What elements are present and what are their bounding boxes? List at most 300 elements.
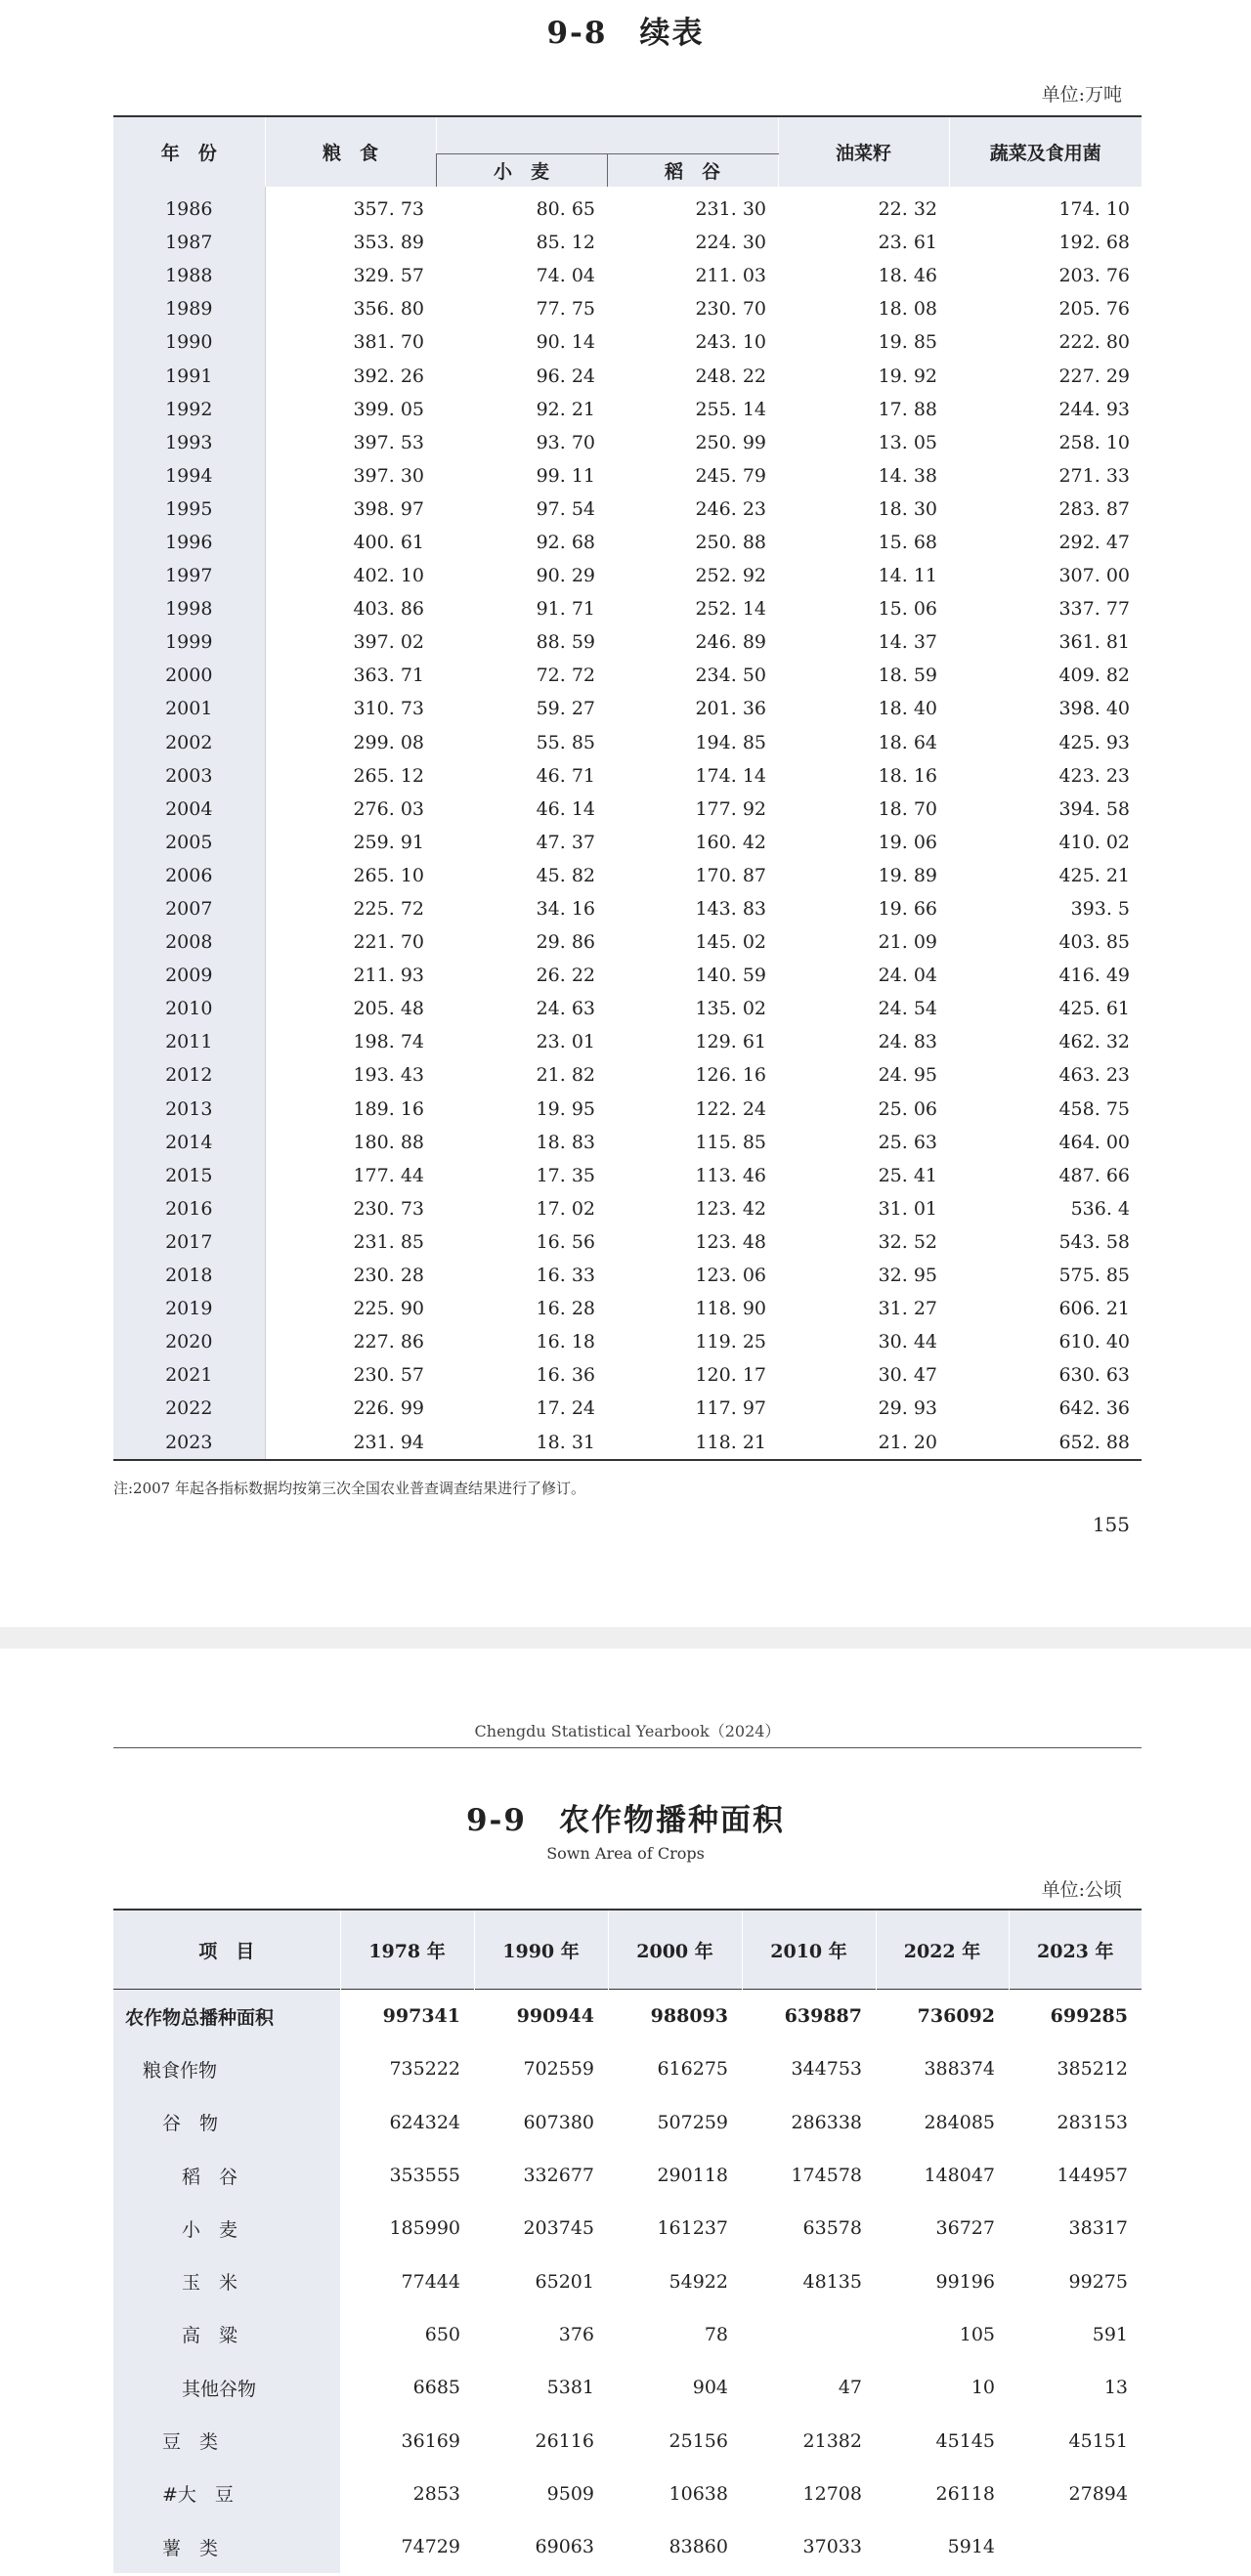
rapeseed-cell: 19. 85 — [878, 331, 937, 354]
grain-cell: 403. 86 — [265, 592, 436, 625]
rapeseed-cell: 23. 61 — [878, 232, 937, 254]
header-year-col: 1978 年 — [340, 1910, 474, 1990]
value-cell: 26118 — [935, 2482, 995, 2505]
table-row — [113, 992, 1142, 1025]
grain-cell: 397. 02 — [265, 625, 436, 659]
rapeseed-cell: 19. 06 — [878, 831, 937, 853]
rapeseed-cell: 19. 92 — [878, 365, 937, 387]
item-label: 谷 物 — [113, 2096, 340, 2149]
vegetables-cell: 292. 47 — [1058, 531, 1130, 553]
year-cell: 2019 — [113, 1292, 265, 1325]
grain-cell: 230. 28 — [265, 1259, 436, 1292]
value-cell: 6685 — [412, 2377, 460, 2399]
table-row — [113, 559, 1142, 592]
rice-cell: 255. 14 — [695, 398, 766, 420]
year-cell: 2001 — [113, 692, 265, 725]
rapeseed-cell: 25. 41 — [878, 1164, 937, 1186]
value-cell: 47 — [838, 2377, 862, 2399]
wheat-cell: 19. 95 — [536, 1097, 595, 1120]
table-row — [113, 2361, 1142, 2414]
value-cell: 507259 — [657, 2111, 728, 2133]
grain-cell: 363. 71 — [265, 659, 436, 692]
value-cell: 13 — [1103, 2377, 1128, 2399]
header-grain: 粮 食 — [265, 116, 436, 187]
table-row — [113, 1058, 1142, 1092]
rice-cell: 123. 42 — [695, 1197, 766, 1220]
rapeseed-cell: 24. 95 — [878, 1064, 937, 1087]
rice-cell: 211. 03 — [695, 265, 766, 287]
item-label: 豆 类 — [113, 2414, 340, 2467]
year-cell: 1989 — [113, 292, 265, 325]
value-cell: 77444 — [401, 2270, 460, 2293]
rapeseed-cell: 18. 64 — [878, 731, 937, 753]
rice-cell: 126. 16 — [695, 1064, 766, 1087]
rapeseed-cell: 13. 05 — [878, 431, 937, 453]
rapeseed-cell: 14. 11 — [878, 565, 937, 587]
wheat-cell: 91. 71 — [536, 598, 595, 621]
table-row — [113, 493, 1142, 526]
table-row — [113, 1990, 1142, 2043]
table-row — [113, 2149, 1142, 2202]
table-row — [113, 1126, 1142, 1159]
vegetables-cell: 403. 85 — [1058, 931, 1130, 954]
rapeseed-cell: 30. 47 — [878, 1364, 937, 1387]
grain-cell: 276. 03 — [265, 793, 436, 826]
rice-cell: 250. 99 — [695, 431, 766, 453]
running-head-rule — [113, 1747, 1142, 1748]
vegetables-cell: 222. 80 — [1058, 331, 1130, 354]
value-cell: 25156 — [669, 2429, 728, 2452]
grain-cell: 392. 26 — [265, 359, 436, 392]
rapeseed-cell: 32. 95 — [878, 1265, 937, 1287]
grain-cell: 400. 61 — [265, 526, 436, 559]
vegetables-cell: 174. 10 — [1058, 198, 1130, 221]
value-cell: 699285 — [1009, 1990, 1142, 2043]
year-cell: 2013 — [113, 1093, 265, 1126]
grain-cell: 399. 05 — [265, 393, 436, 426]
table-row — [113, 2308, 1142, 2361]
wheat-cell: 34. 16 — [536, 898, 595, 921]
vegetables-cell: 393. 5 — [1070, 898, 1130, 921]
rapeseed-cell: 18. 40 — [878, 698, 937, 720]
rice-cell: 123. 06 — [695, 1265, 766, 1287]
vegetables-cell: 462. 32 — [1058, 1031, 1130, 1053]
header-rapeseed: 油菜籽 — [778, 116, 949, 187]
rice-cell: 143. 83 — [695, 898, 766, 921]
grain-cell: 357. 73 — [265, 187, 436, 226]
table-row — [113, 187, 1142, 226]
value-cell: 388374 — [924, 2058, 995, 2081]
wheat-cell: 90. 29 — [536, 565, 595, 587]
table-subtitle: Sown Area of Crops — [546, 1844, 705, 1863]
wheat-cell: 24. 63 — [536, 998, 595, 1020]
vegetables-cell: 398. 40 — [1058, 698, 1130, 720]
grain-cell: 225. 72 — [265, 892, 436, 925]
year-cell: 2008 — [113, 925, 265, 959]
table-row — [113, 1358, 1142, 1392]
rice-cell: 230. 70 — [695, 298, 766, 321]
wheat-cell: 96. 24 — [536, 365, 595, 387]
value-cell: 624324 — [389, 2111, 460, 2133]
rice-cell: 177. 92 — [695, 797, 766, 820]
wheat-cell: 18. 83 — [536, 1131, 595, 1153]
year-cell: 2014 — [113, 1126, 265, 1159]
wheat-cell: 92. 68 — [536, 531, 595, 553]
rapeseed-cell: 15. 68 — [878, 531, 937, 553]
rice-cell: 245. 79 — [695, 464, 766, 487]
table-row — [113, 759, 1142, 793]
table-row — [113, 2042, 1142, 2095]
rapeseed-cell: 18. 46 — [878, 265, 937, 287]
table-row — [113, 659, 1142, 692]
rapeseed-cell: 24. 83 — [878, 1031, 937, 1053]
value-cell: 54922 — [669, 2270, 728, 2293]
vegetables-cell: 606. 21 — [1058, 1298, 1130, 1320]
header-year-col: 2022 年 — [876, 1910, 1009, 1990]
header-wheat: 小 麦 — [436, 153, 607, 187]
page-gap — [0, 1627, 1251, 1649]
rapeseed-cell: 31. 27 — [878, 1298, 937, 1320]
wheat-cell: 80. 65 — [536, 198, 595, 221]
rapeseed-cell: 25. 63 — [878, 1131, 937, 1153]
value-cell: 2853 — [412, 2482, 460, 2505]
grain-cell: 265. 12 — [265, 759, 436, 793]
item-label: 农作物总播种面积 — [113, 1990, 340, 2043]
header-vegetables: 蔬菜及食用菌 — [949, 116, 1142, 187]
value-cell: 10 — [971, 2377, 995, 2399]
wheat-cell: 18. 31 — [436, 1425, 607, 1459]
value-cell: 344753 — [791, 2058, 862, 2081]
year-cell: 1988 — [113, 259, 265, 292]
rice-cell: 248. 22 — [695, 365, 766, 387]
grain-cell: 259. 91 — [265, 826, 436, 859]
value-cell: 990944 — [474, 1990, 608, 2043]
grain-cell: 198. 74 — [265, 1025, 436, 1058]
table-row — [113, 526, 1142, 559]
wheat-cell: 46. 71 — [536, 764, 595, 787]
value-cell: 83860 — [669, 2536, 728, 2558]
value-cell — [742, 2308, 876, 2361]
vegetables-cell: 394. 58 — [1058, 797, 1130, 820]
value-cell: 48135 — [802, 2270, 862, 2293]
wheat-cell: 93. 70 — [536, 431, 595, 453]
value-cell: 988093 — [608, 1990, 742, 2043]
rice-cell: 145. 02 — [695, 931, 766, 954]
wheat-cell: 55. 85 — [536, 731, 595, 753]
table-row — [113, 959, 1142, 992]
table-row — [113, 692, 1142, 725]
rice-cell: 231. 30 — [695, 198, 766, 221]
value-cell: 385212 — [1057, 2058, 1128, 2081]
value-cell: 284085 — [924, 2111, 995, 2133]
year-cell: 1999 — [113, 625, 265, 659]
rapeseed-cell: 18. 08 — [878, 298, 937, 321]
wheat-cell: 97. 54 — [536, 497, 595, 520]
rice-cell: 117. 97 — [695, 1397, 766, 1420]
rice-cell: 252. 92 — [695, 565, 766, 587]
table-row — [113, 1392, 1142, 1425]
year-cell: 2000 — [113, 659, 265, 692]
vegetables-cell: 543. 58 — [1058, 1230, 1130, 1253]
year-cell: 1992 — [113, 393, 265, 426]
table-row — [113, 592, 1142, 625]
table-row — [113, 793, 1142, 826]
year-cell: 2005 — [113, 826, 265, 859]
item-label: #大 豆 — [113, 2468, 340, 2520]
grain-cell: 402. 10 — [265, 559, 436, 592]
wheat-cell: 16. 56 — [536, 1230, 595, 1253]
rice-cell: 224. 30 — [695, 232, 766, 254]
item-label: 高 粱 — [113, 2308, 340, 2361]
vegetables-cell: 410. 02 — [1058, 831, 1130, 853]
grain-cell: 189. 16 — [265, 1093, 436, 1126]
unit-label: 单位:万吨 — [1041, 84, 1122, 106]
grain-cell: 353. 89 — [265, 226, 436, 259]
grain-cell: 381. 70 — [265, 325, 436, 359]
rapeseed-cell: 22. 32 — [878, 198, 937, 221]
value-cell: 185990 — [389, 2217, 460, 2240]
grain-cell: 225. 90 — [265, 1292, 436, 1325]
grain-cell: 299. 08 — [265, 726, 436, 759]
year-cell: 1993 — [113, 426, 265, 459]
rice-cell: 118. 90 — [695, 1298, 766, 1320]
rapeseed-cell: 24. 54 — [878, 998, 937, 1020]
year-cell: 1994 — [113, 459, 265, 493]
value-cell: 45151 — [1068, 2429, 1128, 2452]
header-year: 年 份 — [113, 116, 265, 187]
value-cell: 650 — [424, 2323, 460, 2345]
rice-cell: 122. 24 — [695, 1097, 766, 1120]
value-cell: 26116 — [535, 2429, 594, 2452]
table-row — [113, 259, 1142, 292]
table-row — [113, 892, 1142, 925]
wheat-cell: 16. 33 — [536, 1265, 595, 1287]
year-cell: 1995 — [113, 493, 265, 526]
table-title: 9-8 续表 — [546, 16, 705, 51]
value-cell: 21382 — [802, 2429, 862, 2452]
value-cell: 735222 — [389, 2058, 460, 2081]
vegetables-cell: 244. 93 — [1058, 398, 1130, 420]
vegetables-cell: 192. 68 — [1058, 232, 1130, 254]
value-cell: 639887 — [742, 1990, 876, 2043]
header-year-col: 1990 年 — [474, 1910, 608, 1990]
table-row — [113, 292, 1142, 325]
table-row — [113, 1093, 1142, 1126]
table-row — [113, 1259, 1142, 1292]
vegetables-cell: 423. 23 — [1058, 764, 1130, 787]
wheat-cell: 17. 24 — [536, 1397, 595, 1420]
vegetables-cell: 271. 33 — [1058, 464, 1130, 487]
value-cell: 105 — [959, 2323, 995, 2345]
value-cell: 27894 — [1068, 2482, 1128, 2505]
rapeseed-cell: 30. 44 — [878, 1331, 937, 1353]
item-label: 其他谷物 — [113, 2361, 340, 2414]
value-cell: 174578 — [791, 2165, 862, 2187]
rapeseed-cell: 24. 04 — [878, 965, 937, 987]
table-row — [113, 1159, 1142, 1192]
grain-cell: 230. 73 — [265, 1192, 436, 1225]
wheat-cell: 16. 36 — [536, 1364, 595, 1387]
rapeseed-cell: 32. 52 — [878, 1230, 937, 1253]
rapeseed-cell: 18. 70 — [878, 797, 937, 820]
rapeseed-cell: 19. 66 — [878, 898, 937, 921]
year-cell: 1986 — [113, 187, 265, 226]
rapeseed-cell: 19. 89 — [878, 864, 937, 886]
value-cell: 9509 — [546, 2482, 594, 2505]
value-cell: 65201 — [535, 2270, 594, 2293]
table-row — [113, 1325, 1142, 1358]
grain-cell: 227. 86 — [265, 1325, 436, 1358]
value-cell: 203745 — [523, 2217, 594, 2240]
value-cell: 99196 — [935, 2270, 995, 2293]
table-row — [113, 1192, 1142, 1225]
sown-area-table — [113, 1909, 1142, 2573]
wheat-cell: 17. 02 — [536, 1197, 595, 1220]
value-cell: 591 — [1092, 2323, 1128, 2345]
vegetables-cell: 425. 61 — [1058, 998, 1130, 1020]
rapeseed-cell: 21. 09 — [878, 931, 937, 954]
table-row — [113, 459, 1142, 493]
footnote: 注:2007 年起各指标数据均按第三次全国农业普查调查结果进行了修订。 — [113, 1480, 585, 1497]
vegetables-cell: 307. 00 — [1058, 565, 1130, 587]
wheat-cell: 99. 11 — [536, 464, 595, 487]
wheat-cell: 23. 01 — [536, 1031, 595, 1053]
vegetables-cell: 258. 10 — [1058, 431, 1130, 453]
table-title: 9-9 农作物播种面积 — [465, 1803, 785, 1838]
rice-cell: 129. 61 — [695, 1031, 766, 1053]
wheat-cell: 17. 35 — [536, 1164, 595, 1186]
vegetables-cell: 337. 77 — [1058, 598, 1130, 621]
rice-cell: 115. 85 — [695, 1131, 766, 1153]
grain-cell: 177. 44 — [265, 1159, 436, 1192]
value-cell: 702559 — [523, 2058, 594, 2081]
rice-cell: 123. 48 — [695, 1230, 766, 1253]
rice-cell: 118. 21 — [607, 1425, 778, 1459]
item-label: 薯 类 — [113, 2520, 340, 2573]
running-head: Chengdu Statistical Yearbook（2024） — [474, 1722, 781, 1740]
header-item: 项 目 — [113, 1910, 340, 1990]
table-row — [113, 625, 1142, 659]
wheat-cell: 85. 12 — [536, 232, 595, 254]
wheat-cell: 16. 28 — [536, 1298, 595, 1320]
grain-cell: 230. 57 — [265, 1358, 436, 1392]
rapeseed-cell: 29. 93 — [878, 1397, 937, 1420]
header-year-col: 2023 年 — [1009, 1910, 1142, 1990]
grain-cell: 231. 85 — [265, 1225, 436, 1259]
item-label: 小 麦 — [113, 2202, 340, 2254]
year-cell: 2016 — [113, 1192, 265, 1225]
wheat-cell: 88. 59 — [536, 631, 595, 654]
rice-cell: 201. 36 — [695, 698, 766, 720]
table-row — [113, 325, 1142, 359]
header-grain-sub-blank — [436, 116, 778, 153]
vegetables-cell: 425. 93 — [1058, 731, 1130, 753]
vegetables-cell: 227. 29 — [1058, 365, 1130, 387]
value-cell: 12708 — [802, 2482, 862, 2505]
year-cell: 2010 — [113, 992, 265, 1025]
rapeseed-cell: 17. 88 — [878, 398, 937, 420]
wheat-cell: 21. 82 — [536, 1064, 595, 1087]
table-row — [113, 2254, 1142, 2307]
table-row — [113, 226, 1142, 259]
value-cell: 607380 — [523, 2111, 594, 2133]
rapeseed-cell: 15. 06 — [878, 598, 937, 621]
year-cell: 2004 — [113, 793, 265, 826]
value-cell: 353555 — [389, 2165, 460, 2187]
unit-label: 单位:公顷 — [1041, 1879, 1122, 1901]
year-cell: 1991 — [113, 359, 265, 392]
rapeseed-cell: 14. 37 — [878, 631, 937, 654]
grain-cell: 221. 70 — [265, 925, 436, 959]
vegetables-cell: 283. 87 — [1058, 497, 1130, 520]
wheat-cell: 45. 82 — [536, 864, 595, 886]
value-cell: 616275 — [657, 2058, 728, 2081]
rice-cell: 160. 42 — [695, 831, 766, 853]
table-row — [113, 393, 1142, 426]
year-cell: 1990 — [113, 325, 265, 359]
grain-cell: 397. 30 — [265, 459, 436, 493]
grain-cell: 180. 88 — [265, 1126, 436, 1159]
year-cell: 1997 — [113, 559, 265, 592]
value-cell: 63578 — [802, 2217, 862, 2240]
rice-cell: 113. 46 — [695, 1164, 766, 1186]
grain-cell: 193. 43 — [265, 1058, 436, 1092]
grain-cell: 205. 48 — [265, 992, 436, 1025]
vegetables-cell: 642. 36 — [1058, 1397, 1130, 1420]
page-number: 155 — [1092, 1513, 1130, 1536]
vegetables-cell: 652. 88 — [949, 1425, 1142, 1459]
vegetables-cell: 463. 23 — [1058, 1064, 1130, 1087]
grain-cell: 231. 94 — [265, 1425, 436, 1459]
year-cell: 2017 — [113, 1225, 265, 1259]
table-row — [113, 1292, 1142, 1325]
vegetables-cell: 409. 82 — [1058, 665, 1130, 687]
table-row — [113, 2202, 1142, 2254]
year-cell: 1998 — [113, 592, 265, 625]
wheat-cell: 29. 86 — [536, 931, 595, 954]
vegetables-cell: 416. 49 — [1058, 965, 1130, 987]
table-row — [113, 2468, 1142, 2520]
item-label: 粮食作物 — [113, 2042, 340, 2095]
rice-cell: 246. 89 — [695, 631, 766, 654]
grain-cell: 265. 10 — [265, 859, 436, 892]
vegetables-cell: 425. 21 — [1058, 864, 1130, 886]
vegetables-cell: 458. 75 — [1058, 1097, 1130, 1120]
table-row — [113, 826, 1142, 859]
value-cell: 5914 — [947, 2536, 995, 2558]
vegetables-cell: 630. 63 — [1058, 1364, 1130, 1387]
header-rice: 稻 谷 — [607, 153, 778, 187]
year-cell: 2020 — [113, 1325, 265, 1358]
wheat-cell: 59. 27 — [536, 698, 595, 720]
year-cell: 1996 — [113, 526, 265, 559]
year-cell: 2022 — [113, 1392, 265, 1425]
table-row — [113, 925, 1142, 959]
rice-cell: 174. 14 — [695, 764, 766, 787]
value-cell: 36727 — [935, 2217, 995, 2240]
rapeseed-cell: 18. 16 — [878, 764, 937, 787]
year-cell: 2006 — [113, 859, 265, 892]
wheat-cell: 16. 18 — [536, 1331, 595, 1353]
rapeseed-cell: 31. 01 — [878, 1197, 937, 1220]
value-cell: 78 — [704, 2323, 728, 2345]
item-label: 稻 谷 — [113, 2149, 340, 2202]
table-row — [113, 2414, 1142, 2467]
value-cell — [1009, 2520, 1142, 2573]
rice-cell: 234. 50 — [695, 665, 766, 687]
grain-cell: 226. 99 — [265, 1392, 436, 1425]
value-cell: 74729 — [401, 2536, 460, 2558]
